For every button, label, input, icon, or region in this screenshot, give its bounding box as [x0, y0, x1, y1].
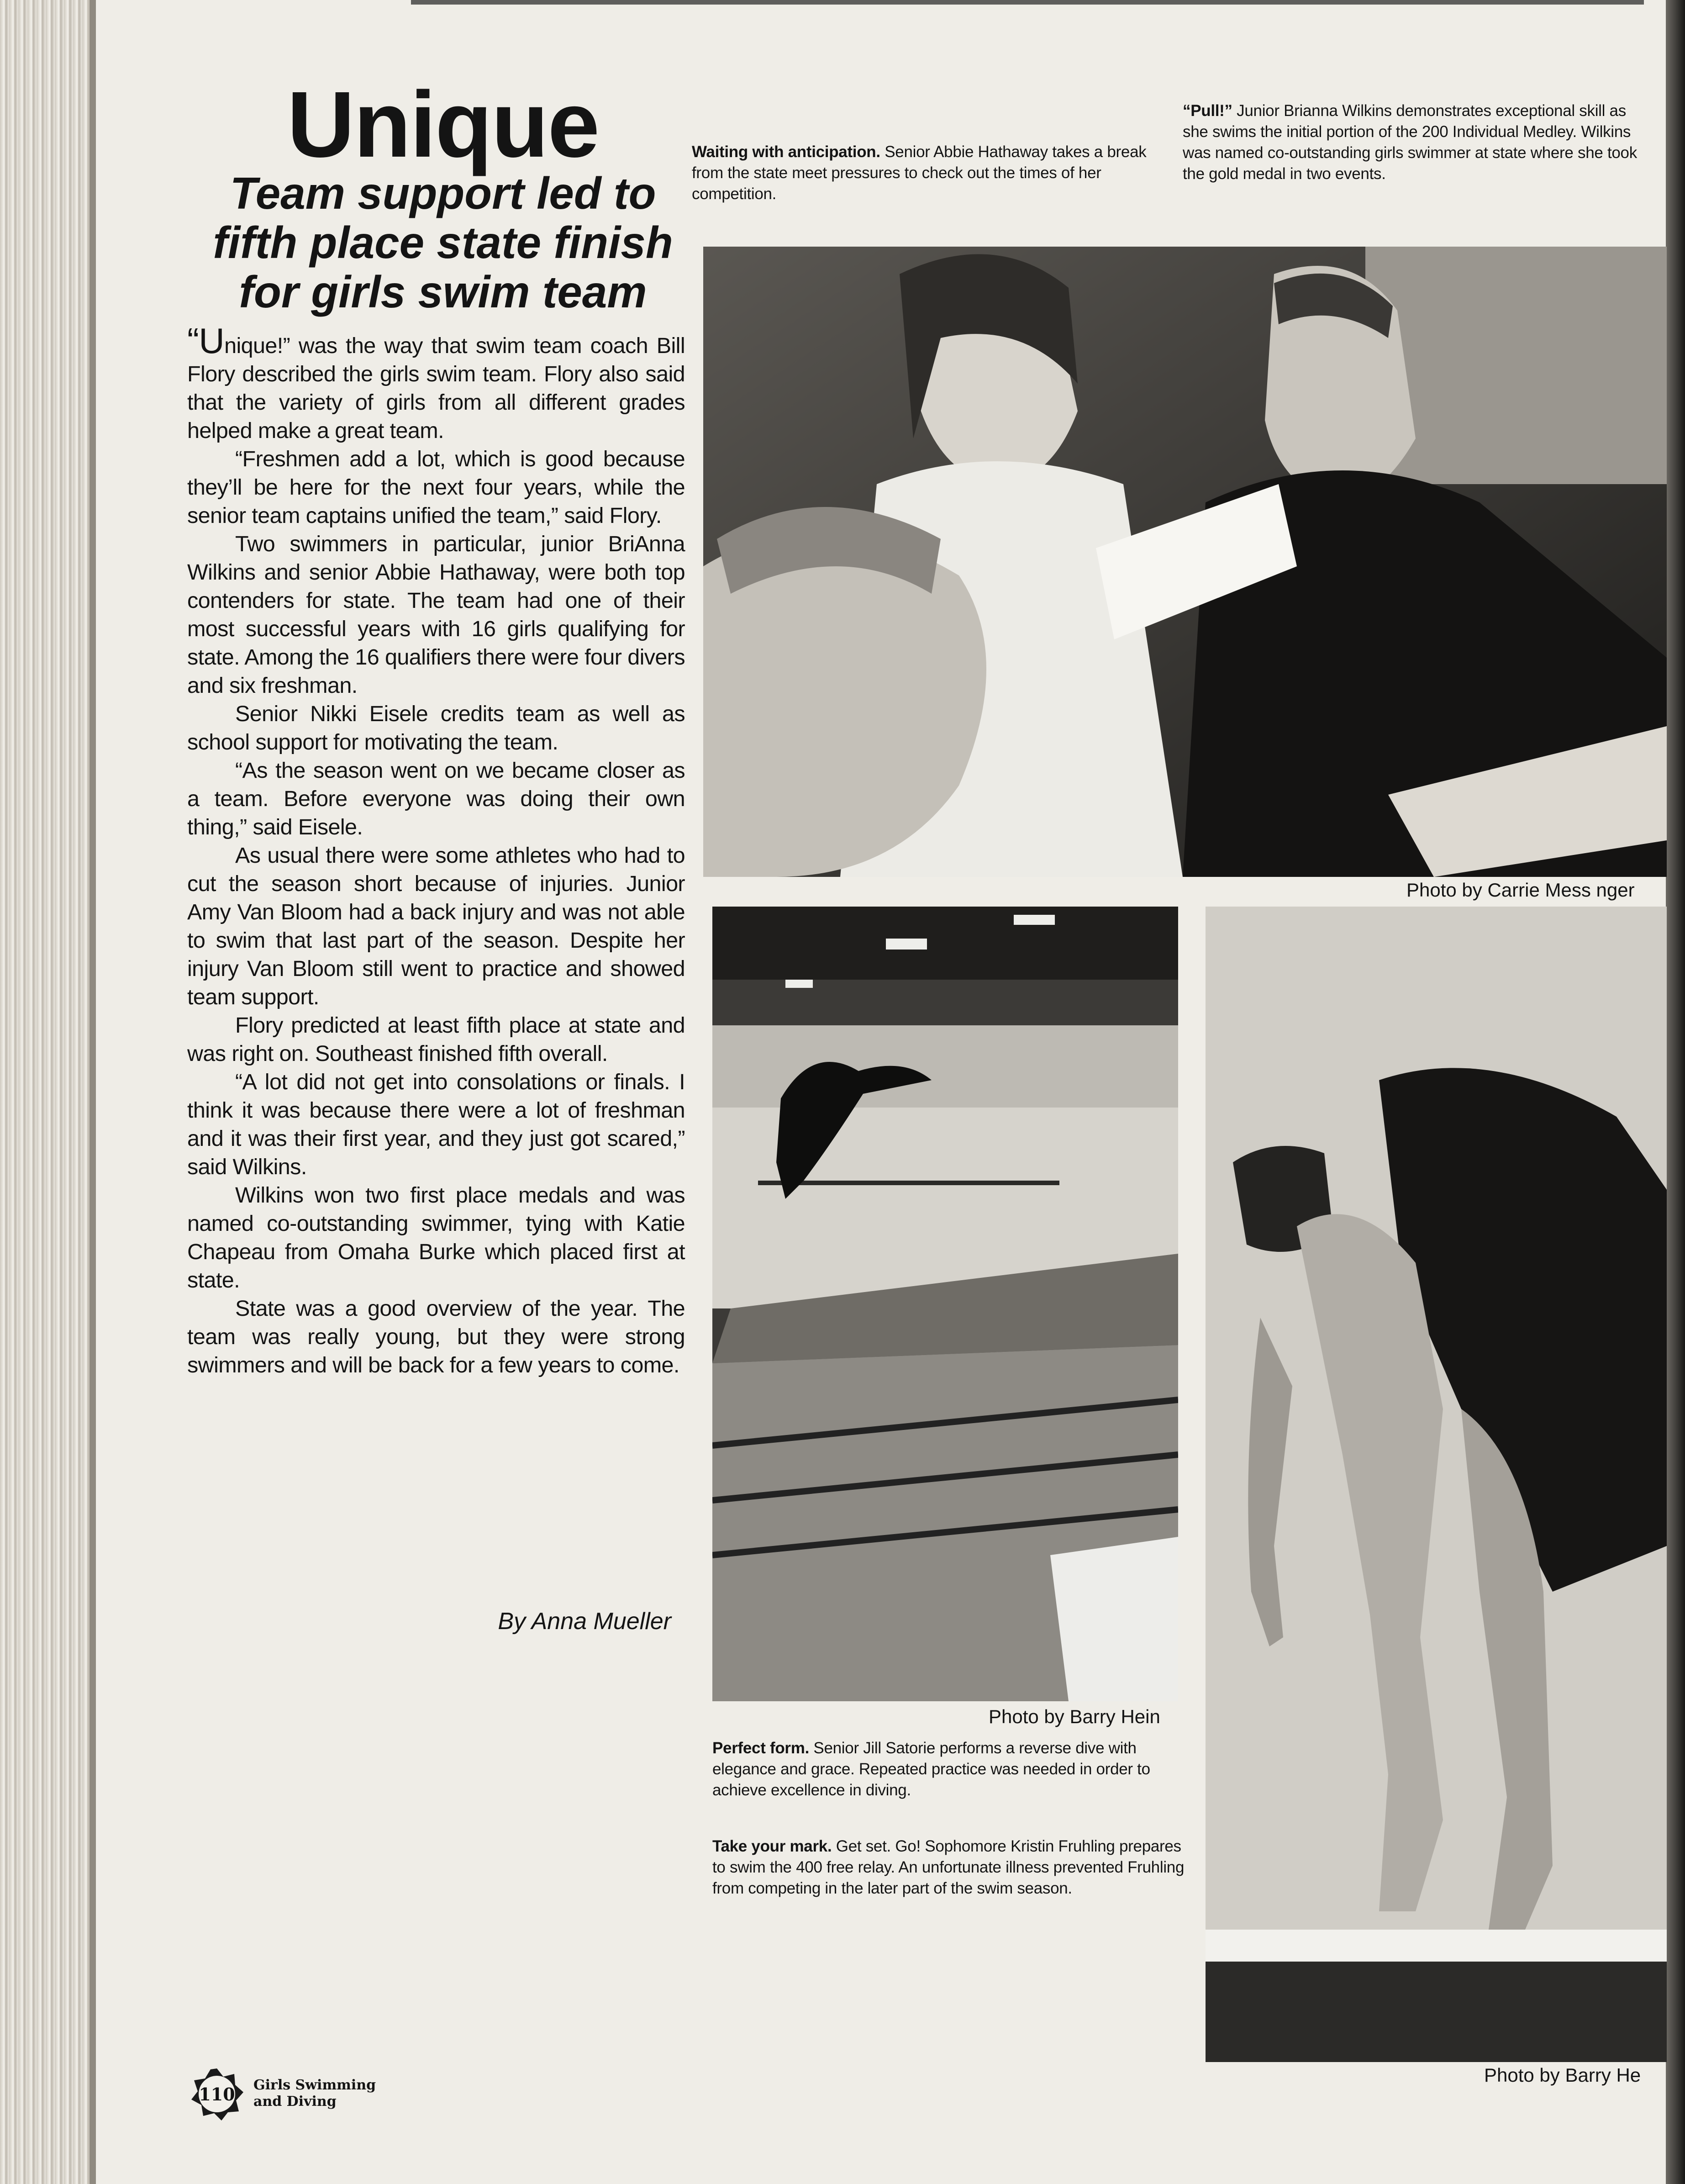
- article-paragraph: Flory predicted at least fifth place at state and was right on. Southeast finished fifth overall.: [187, 1013, 685, 1066]
- book-gutter-shadow: [1666, 0, 1685, 2184]
- subheadline-line-2: fifth place state finish: [213, 217, 673, 268]
- photo-diver: [712, 907, 1178, 1701]
- page-number-badge-icon: [190, 2067, 244, 2121]
- caption-text: Senior Jill Satorie performs a reverse dive with elegance and grace. Repeated practice was needed in order to achieve excellence in diving.: [712, 1739, 1150, 1799]
- article-paragraph: Two swimmers in particular, junior BriAnna Wilkins and senior Abbie Hathaway, were both top contenders for state. The team had one of their most successful years with 16 girls qualifying for state. Among the 16 qualifiers there were four divers and six freshman.: [187, 532, 685, 698]
- article-paragraph: As usual there were some athletes who had to cut the season short because of injuries. Junior Amy Van Bloom had a back injury and was not able to swim that last part of the season. Despite her injury Van Bloom still went to practice and showed team support.: [187, 843, 685, 1009]
- section-footer-line-1: Girls Swimming: [253, 2077, 376, 2093]
- caption-lead: “Pull!”: [1183, 102, 1232, 120]
- page-number: 110: [199, 2084, 235, 2105]
- article-paragraph: State was a good overview of the year. The team was really young, but they were strong swimmers and will be back for a few years to come.: [187, 1296, 685, 1377]
- article-paragraph: Senior Nikki Eisele credits team as well as school support for motivating the team.: [187, 702, 685, 754]
- photo-credit-dive: Photo by Barry Hein: [989, 1706, 1160, 1727]
- section-footer-line-2: and Diving: [253, 2094, 337, 2110]
- caption-pull: [1183, 100, 1653, 185]
- byline: By Anna Mueller: [498, 1608, 671, 1635]
- caption-text: Get set. Go! Sophomore Kristin Fruhling prepares to swim the 400 free relay. An unfortunate illness prevented Fruhling from competing in the later part of the swim season.: [712, 1837, 1185, 1897]
- drop-cap: “U: [187, 321, 225, 361]
- article-paragraph: “A lot did not get into consolations or finals. I think it was because there were a lot of freshman and it was their first year, and they just got scared,” said Wilkins.: [187, 1070, 685, 1179]
- subheadline-line-3: for girls swim team: [239, 266, 647, 317]
- caption-lead: Take your mark.: [712, 1837, 832, 1855]
- headline: Unique: [287, 72, 599, 177]
- article-paragraph: [187, 321, 685, 445]
- article-paragraph: “Freshmen add a lot, which is good because they’ll be here for the next four years, while the senior team captains unified the team,” said Flory.: [187, 447, 685, 528]
- section-footer: [253, 2077, 376, 2110]
- top-rule: [411, 0, 1644, 5]
- book-page-edges: [0, 0, 96, 2184]
- caption-lead: Perfect form.: [712, 1739, 809, 1757]
- article-body: [187, 321, 685, 1379]
- photo-swimmers-reading: [703, 247, 1667, 877]
- article-paragraph: Wilkins won two first place medals and was named co-outstanding swimmer, tying with Katie Chapeau from Omaha Burke which placed first at state.: [187, 1183, 685, 1292]
- caption-text: Senior Abbie Hathaway takes a break from the state meet pressures to check out the times of her competition.: [692, 143, 1147, 203]
- subheadline: [192, 169, 694, 317]
- subheadline-line-1: Team support led to: [230, 168, 656, 218]
- photo-credit-start: Photo by Barry He: [1484, 2064, 1641, 2086]
- caption-text: Junior Brianna Wilkins demonstrates exceptional skill as she swims the initial portion of the 200 Individual Medley. Wilkins was named co-outstanding girls swimmer at state where she took the gold medal in two events.: [1183, 102, 1637, 183]
- article-paragraph: “As the season went on we became closer as a team. Before everyone was doing their own thing,” said Eisele.: [187, 758, 685, 839]
- caption-lead: Waiting with anticipation.: [692, 143, 880, 161]
- article-paragraph-text: nique!” was the way that swim team coach Bill Flory described the girls swim team. Flory also said that the variety of girls from all different grades helped make a great team.: [187, 333, 685, 443]
- photo-swimmer-on-block: [1206, 907, 1667, 2062]
- photo-credit-top: Photo by Carrie Mess nger: [1406, 879, 1635, 901]
- caption-take-your-mark: [712, 1836, 1192, 1899]
- caption-perfect-form: [712, 1738, 1192, 1801]
- caption-waiting: [692, 142, 1167, 205]
